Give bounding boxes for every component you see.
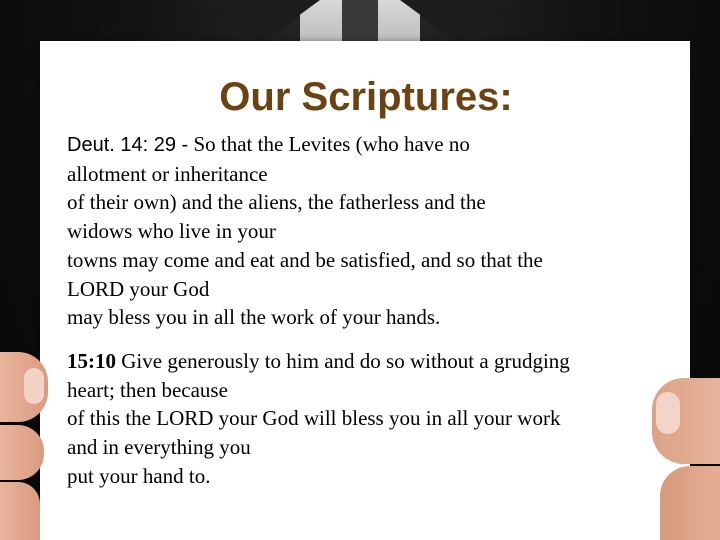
scripture-reference: 15:10 [67, 349, 116, 373]
page-title: Our Scriptures: [219, 75, 513, 119]
left-thumbnail [24, 368, 44, 404]
passage-line: of this the LORD your God will bless you in all your work [67, 406, 561, 431]
left-finger [0, 482, 40, 540]
scripture-passage-deut-14-29 [67, 130, 667, 332]
scripture-reference: Deut. 14: 29 - [67, 134, 189, 156]
necktie [342, 0, 378, 42]
passage-line: may bless you in all the work of your hands. [67, 305, 441, 330]
passage-text: So that the Levites (who have no [193, 132, 470, 156]
passage-line: put your hand to. [67, 463, 211, 488]
passage-line: allotment or inheritance [67, 161, 268, 186]
right-finger [660, 466, 720, 540]
passage-line: widows who live in your [67, 219, 276, 244]
passage-line: towns may come and eat and be satisfied, and so that the [67, 247, 543, 272]
passage-line [67, 130, 667, 160]
passage-line: and in everything you [67, 435, 251, 460]
passage-line: LORD your God [67, 276, 210, 301]
passage-line [67, 347, 667, 376]
scripture-passage-15-10 [67, 347, 667, 491]
passage-text: Give generously to him and do so without a grudging [121, 349, 570, 373]
suit-lapel-left [200, 0, 320, 44]
right-thumbnail [656, 392, 680, 434]
suit-lapel-right [400, 0, 520, 44]
passage-line: of their own) and the aliens, the fatherless and the [67, 190, 486, 215]
passage-line: heart; then because [67, 377, 228, 402]
